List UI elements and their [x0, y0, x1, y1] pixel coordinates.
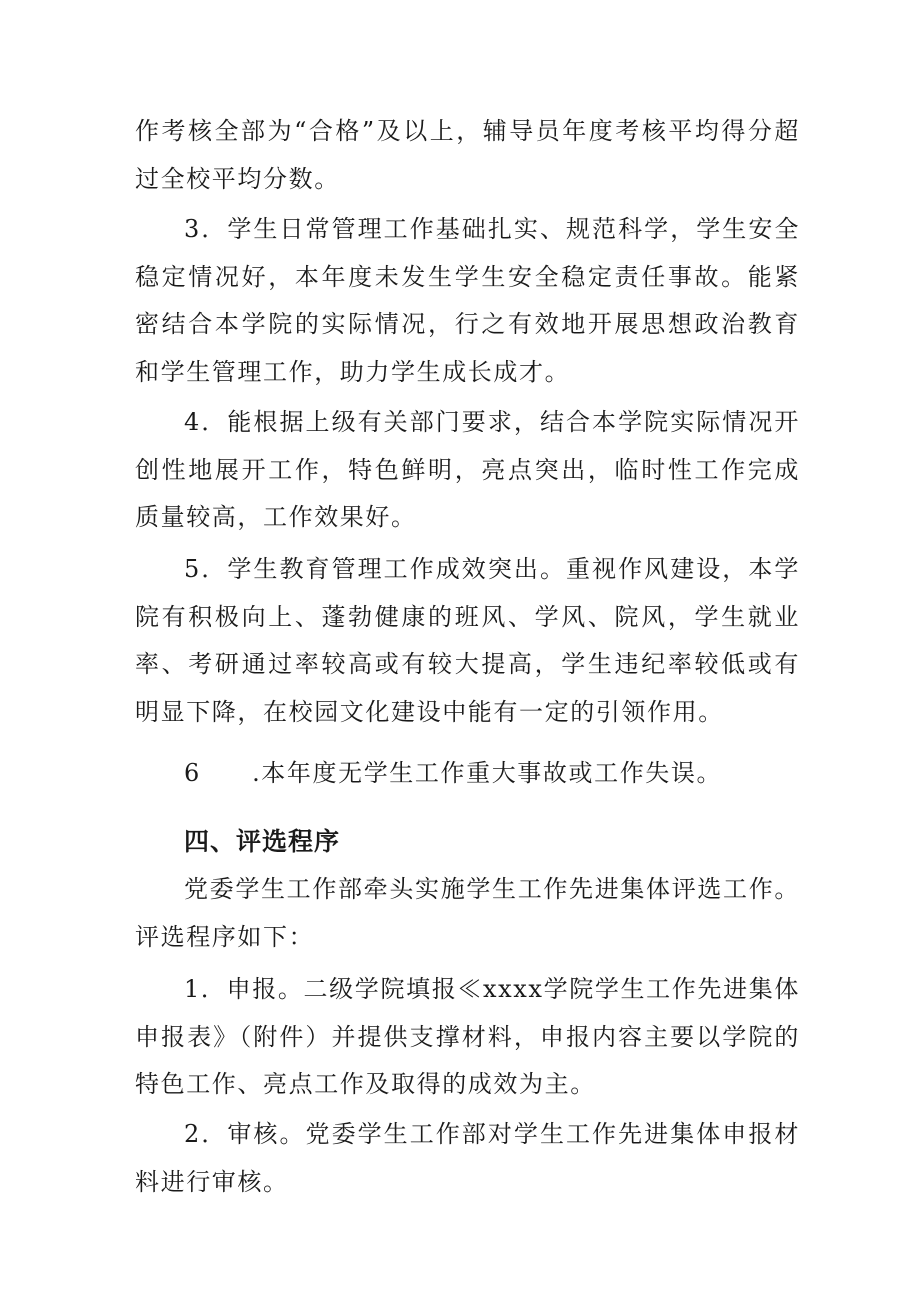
- paragraph-procedure-step-1: 1．申报。二级学院填报≪xxxx学院学生工作先进集体申报表》（附件）并提供支撑材料，申报内容主要以学院的特色工作、亮点工作及取得的成效为主。: [135, 975, 800, 1098]
- paragraph-criterion-4: 4．能根据上级有关部门要求，结合本学院实际情况开创性地展开工作，特色鲜明，亮点突出，临时性工作完成质量较高，工作效果好。: [135, 408, 800, 531]
- paragraph-procedure-step-2: 2．审核。党委学生工作部对学生工作先进集体申报材料进行审核。: [135, 1120, 800, 1196]
- section-heading: 四、评选程序: [184, 827, 341, 856]
- paragraph-criterion-6: 6 .本年度无学生工作重大事故或工作失误。: [184, 759, 723, 787]
- paragraph-procedure-intro: 党委学生工作部牵头实施学生工作先进集体评选工作。评选程序如下：: [135, 875, 800, 951]
- paragraph-criterion-3: 3．学生日常管理工作基础扎实、规范科学，学生安全稳定情况好，本年度未发生学生安全稳定责任事故。能紧密结合本学院的实际情况，行之有效地开展思想政治教育和学生管理工作，助力学生成长成才。: [135, 215, 800, 386]
- paragraph-continued-criterion: 作考核全部为“合格”及以上，辅导员年度考核平均得分超过全校平均分数。: [135, 117, 800, 193]
- paragraph-criterion-5: 5．学生教育管理工作成效突出。重视作风建设，本学院有积极向上、蓬勃健康的班风、学风、院风，学生就业率、考研通过率较高或有较大提高，学生违纪率较低或有明显下降，在校园文化建设中能有一定的引领作用。: [135, 555, 800, 726]
